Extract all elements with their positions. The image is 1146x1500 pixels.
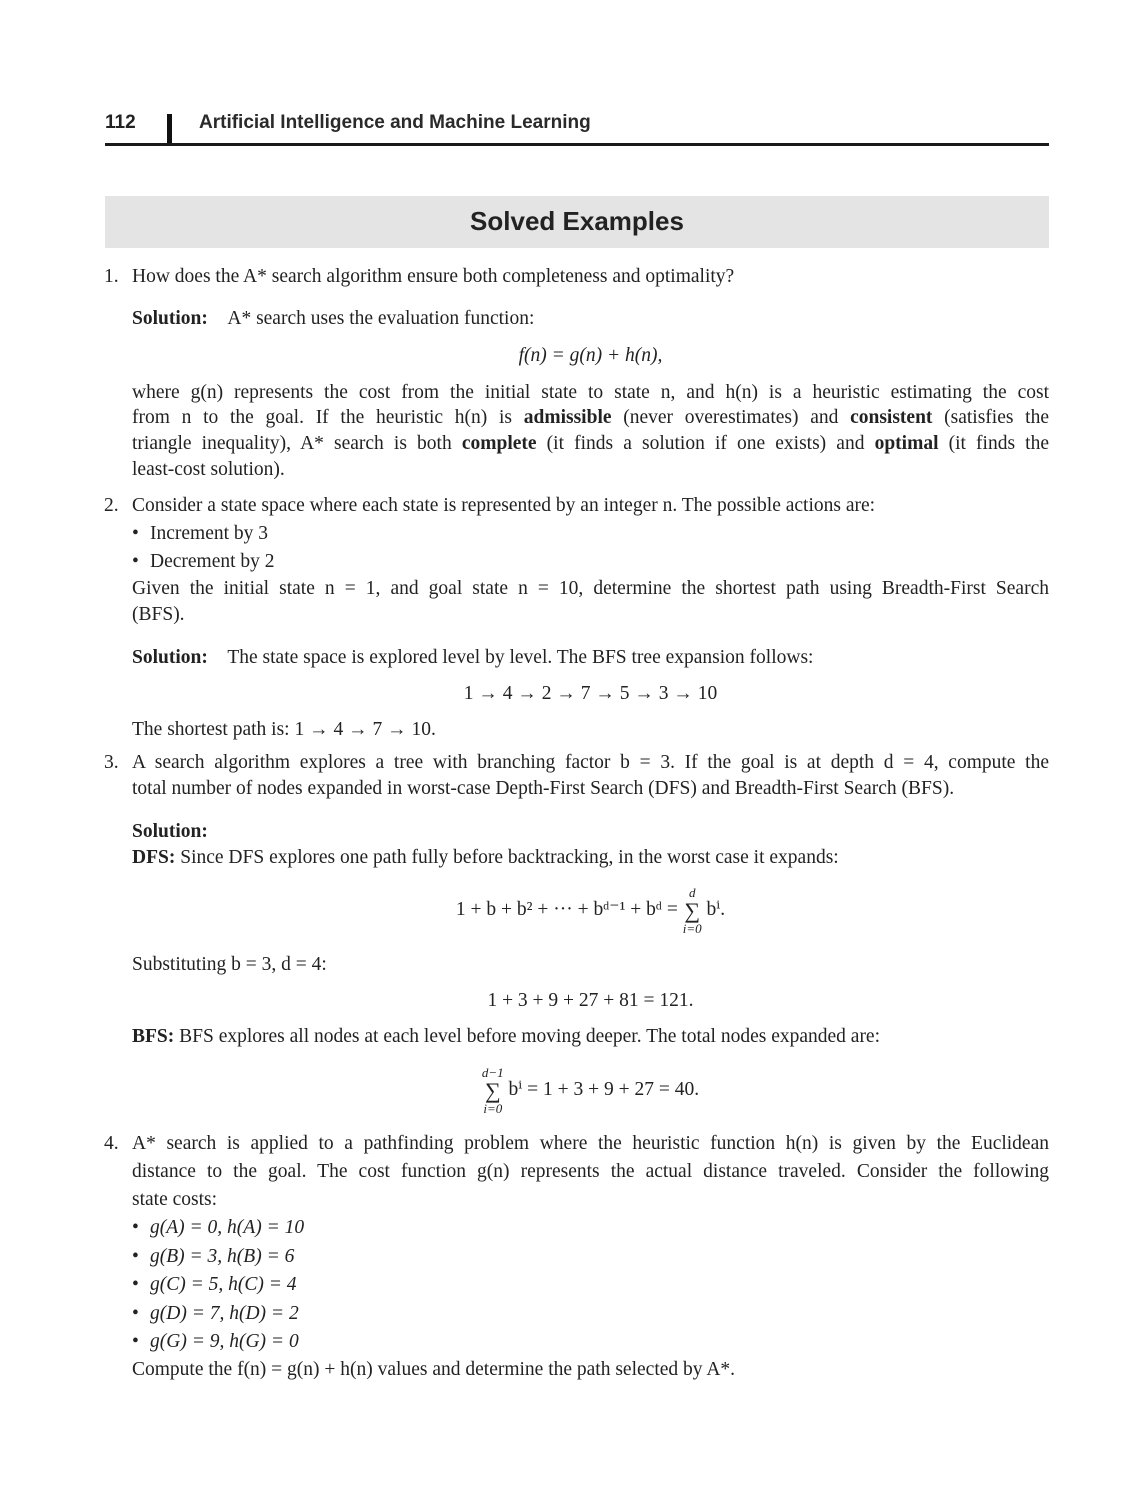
equation: f(n) = g(n) + h(n),	[518, 345, 663, 366]
list-item: • g(B) = 3, h(B) = 6	[132, 1246, 295, 1267]
shortest-path: The shortest path is: 1 → 4 → 7 → 10.	[132, 719, 436, 740]
question-text: Consider a state space where each state is represented by an integer n. The possible actions are:	[132, 495, 876, 516]
question-number: 3.	[104, 752, 119, 773]
solution-label: Solution:	[132, 647, 208, 668]
list-item: • g(D) = 7, h(D) = 2	[132, 1303, 299, 1324]
solution-label: Solution:	[132, 821, 208, 842]
question-text: (BFS).	[132, 604, 185, 625]
substitution-line: Substituting b = 3, d = 4:	[132, 954, 327, 975]
summation: d−1 ∑ i=0	[481, 1064, 504, 1116]
question-text: A search algorithm explores a tree with branching factor b = 3. If the goal is at depth d = 4, compute the	[132, 752, 1049, 773]
summation: d ∑ i=0	[682, 884, 702, 936]
header-divider-bar	[167, 114, 172, 143]
list-item: • g(A) = 0, h(A) = 10	[132, 1217, 305, 1238]
bfs-expansion: 1 → 4 → 2 → 7 → 5 → 3 → 10	[463, 683, 718, 704]
section-title: Solved Examples	[105, 196, 1049, 248]
question-text: state costs:	[132, 1189, 218, 1210]
dfs-result: 1 + 3 + 9 + 27 + 81 = 121.	[487, 990, 694, 1011]
paragraph-line: from n to the goal. If the heuristic h(n) is admissible (never overestimates) and consistent (satisfies the	[132, 407, 1050, 428]
solution-intro: A* search uses the evaluation function:	[227, 308, 535, 329]
list-item: • g(G) = 9, h(G) = 0	[132, 1331, 299, 1352]
question-text: distance to the goal. The cost function g(n) represents the actual distance traveled. Consider the following	[132, 1161, 1049, 1182]
list-item: • Increment by 3	[132, 523, 269, 544]
running-header	[105, 108, 1049, 146]
question-text: A* search is applied to a pathfinding problem where the heuristic function h(n) is given by the Euclidean	[132, 1133, 1049, 1154]
question-text: total number of nodes expanded in worst-case Depth-First Search (DFS) and Breadth-First Search (BFS).	[132, 778, 955, 799]
paragraph-line: where g(n) represents the cost from the initial state to state n, and h(n) is a heuristic estimating the cost	[132, 382, 1049, 403]
question-text: How does the A* search algorithm ensure both completeness and optimality?	[132, 266, 735, 287]
bfs-equation: d−1 ∑ i=0 bⁱ = 1 + 3 + 9 + 27 = 40.	[481, 1064, 700, 1116]
question-number: 1.	[104, 266, 119, 287]
list-item: • Decrement by 2	[132, 551, 275, 572]
bfs-line: BFS: BFS explores all nodes at each level before moving deeper. The total nodes expanded are:	[132, 1026, 881, 1047]
solution-line: Solution: The state space is explored level by level. The BFS tree expansion follows:	[132, 647, 814, 668]
paragraph-line: triangle inequality), A* search is both complete (it finds a solution if one exists) and optimal (it finds the	[132, 433, 1050, 454]
paragraph-line: least-cost solution).	[132, 459, 285, 480]
question-text: Compute the f(n) = g(n) + h(n) values and determine the path selected by A*.	[132, 1359, 736, 1380]
list-item: • g(C) = 5, h(C) = 4	[132, 1274, 297, 1295]
dfs-equation: 1 + b + b² + ··· + bᵈ⁻¹ + bᵈ = d ∑ i=0 bⁱ.	[455, 884, 726, 936]
question-number: 2.	[104, 495, 119, 516]
question-text: Given the initial state n = 1, and goal state n = 10, determine the shortest path using Breadth-First Search	[132, 578, 1049, 599]
solution-label: Solution:	[132, 308, 208, 329]
page-number: 112	[105, 112, 136, 133]
question-number: 4.	[104, 1133, 119, 1154]
running-title: Artificial Intelligence and Machine Learning	[199, 112, 591, 133]
solution-line	[132, 306, 1049, 332]
dfs-line: DFS: Since DFS explores one path fully before backtracking, in the worst case it expands:	[132, 847, 839, 868]
